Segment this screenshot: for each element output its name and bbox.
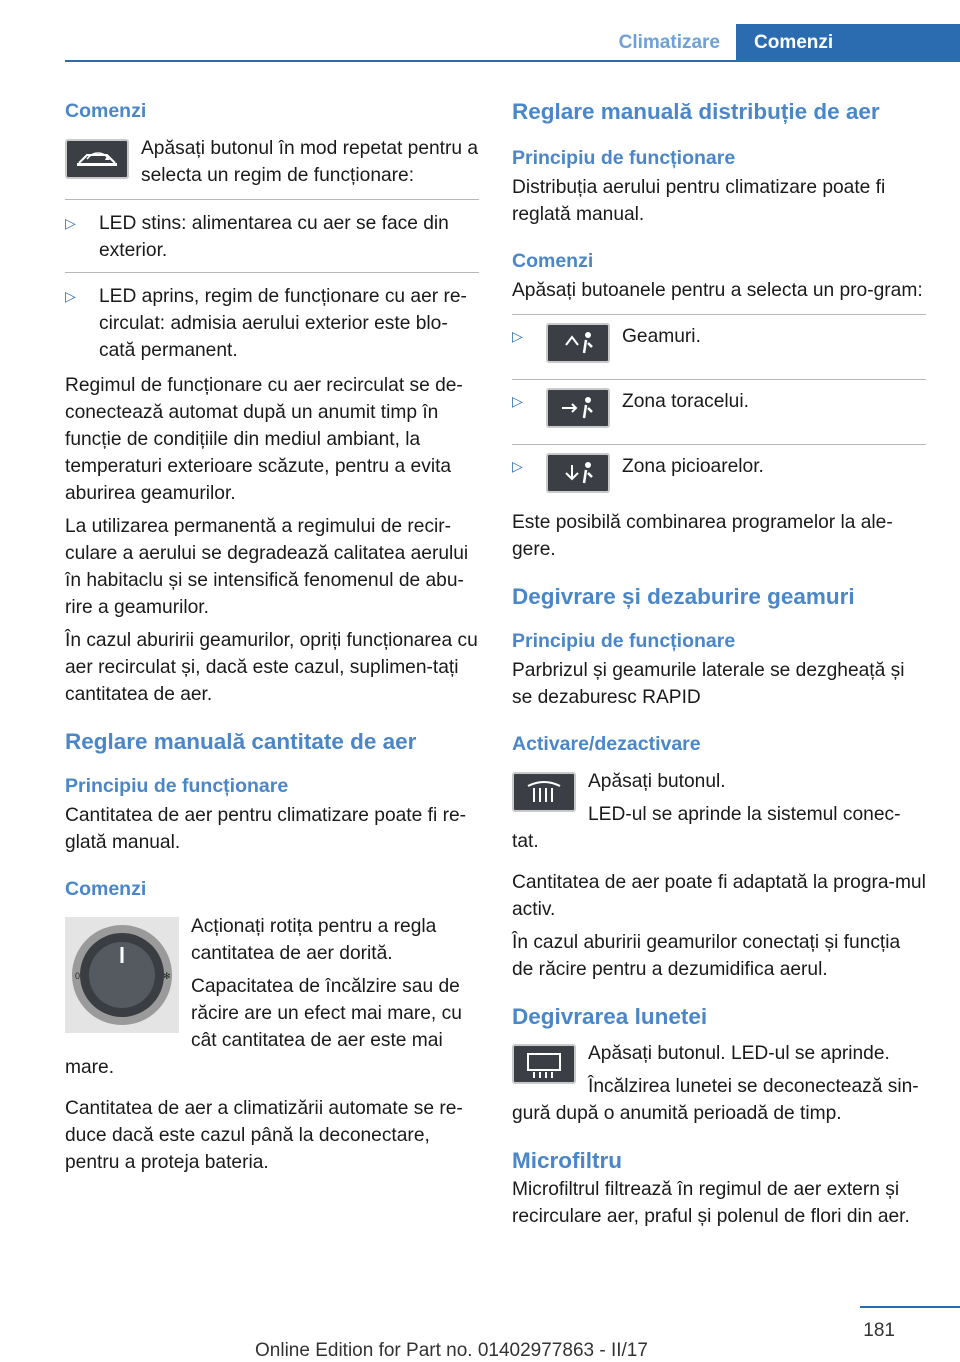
page-header (0, 0, 960, 62)
paragraph: Microfiltrul filtrează în regimul de aer extern și recirculare aer, praful și polenul de flori din aer. (512, 1179, 910, 1227)
program-item (512, 444, 926, 501)
heading-lunetei: Degivrarea lunetei (512, 1004, 708, 1029)
paragraph: LED-ul se aprinde la sistemul conec-tat. (512, 804, 901, 852)
tab-comenzi[interactable]: Comenzi (736, 24, 960, 62)
bullet-item (65, 199, 479, 264)
bullet-text: LED stins: alimentarea cu aer se face din exterior. (99, 213, 449, 261)
heading-comenzi: Comenzi (512, 250, 594, 272)
paragraph: Apăsați butonul. LED-ul se aprinde. (588, 1043, 890, 1064)
heading-principiu: Principiu de funcționare (512, 147, 736, 169)
paragraph: Cantitatea de aer pentru climatizare poate fi re-glată manual. (65, 805, 467, 853)
page-number: 181 (863, 1320, 895, 1341)
paragraph: La utilizarea permanentă a regimului de recir-culare a aerului se degradează calitatea aerului în habitaclu și se intensifică fenomenul de abu-rire a geamurilor. (65, 516, 469, 618)
paragraph: Regimul de funcționare cu aer recirculat se de-conectează automat după un anumit timp în funcție de condițiile din mediul ambiant, la temperaturi exterioare scăzute, pentru a evita aburirea geamurilor. (65, 375, 463, 504)
edition-text: Online Edition for Part no. 01402977863 - II/17 (255, 1340, 648, 1361)
footwell-button-icon (546, 453, 610, 493)
paragraph: Apăsați butoanele pentru a selecta un pro-gram: (512, 280, 923, 301)
paragraph: Apăsați butonul. (588, 771, 726, 792)
heading-distributie: Reglare manuală distribuție de aer (512, 99, 880, 124)
heading-principiu: Principiu de funcționare (65, 775, 289, 797)
svg-text:0: 0 (75, 971, 81, 981)
heading-microfiltru: Microfiltru (512, 1148, 622, 1173)
header-rule (65, 60, 960, 62)
paragraph: Distribuția aerului pentru climatizare poate fi reglată manual. (512, 177, 886, 225)
triangle-bullet-icon: ▷ (512, 458, 523, 474)
paragraph: Parbrizul și geamurile laterale se dezgheață și se dezaburesc RAPID (512, 660, 905, 708)
heading-degivrare: Degivrare și dezaburire geamuri (512, 584, 855, 609)
knob-block (65, 913, 479, 1081)
heading-principiu: Principiu de funcționare (512, 630, 736, 652)
heading-comenzi: Comenzi (65, 878, 147, 900)
defrost-button-icon (512, 772, 576, 812)
knob-text: Acționați rotița pentru a regla cantitatea de aer dorită. (191, 916, 437, 964)
triangle-bullet-icon: ▷ (512, 393, 523, 409)
paragraph: Cantitatea de aer poate fi adaptată la progra-mul activ. (512, 872, 926, 920)
bullet-item (65, 272, 479, 364)
rear-defrost-block (512, 1040, 926, 1127)
program-item (512, 314, 926, 371)
program-item (512, 379, 926, 436)
program-label: Geamuri. (622, 326, 701, 347)
heading-cantitate: Reglare manuală cantitate de aer (65, 729, 417, 754)
triangle-bullet-icon: ▷ (65, 215, 76, 231)
windshield-button-icon (546, 323, 610, 363)
program-label: Zona picioarelor. (622, 456, 764, 477)
page-footer (0, 1290, 960, 1362)
svg-text:✻: ✻ (163, 971, 171, 981)
knob-text: Capacitatea de încălzire sau de răcire are un efect mai mare, cu cât cantitatea de aer este mai mare. (65, 976, 462, 1078)
rear-defrost-button-icon (512, 1044, 576, 1084)
recirculation-block (65, 135, 479, 189)
airflow-knob-image (65, 917, 179, 1033)
bullet-text: LED aprins, regim de funcționare cu aer re-circulat: admisia aerului exterior este blo-cată permanent. (99, 286, 467, 361)
heading-activare: Activare/dezactivare (512, 733, 701, 755)
paragraph: În cazul aburirii geamurilor conectați și funcția de răcire pentru a dezumidifica aerul. (512, 932, 901, 980)
section-title[interactable]: Climatizare (618, 32, 720, 53)
heading-comenzi: Comenzi (65, 100, 147, 122)
chest-button-icon (546, 388, 610, 428)
right-column (512, 98, 926, 1230)
triangle-bullet-icon: ▷ (512, 328, 523, 344)
left-column (65, 98, 479, 1176)
paragraph: În cazul aburirii geamurilor, opriți funcționarea cu aer recirculat și, dacă este cazul, suplimen-tați cantitatea de aer. (65, 630, 478, 705)
triangle-bullet-icon: ▷ (65, 288, 76, 304)
paragraph: Încălzirea lunetei se deconectează sin-gură după o anumită perioadă de timp. (512, 1076, 919, 1124)
paragraph: Este posibilă combinarea programelor la ale-gere. (512, 512, 893, 560)
program-label: Zona toracelui. (622, 391, 749, 412)
comenzi-text: Apăsați butonul în mod repetat pentru a selecta un regim de funcționare: (141, 138, 479, 186)
recirculation-button-icon (65, 139, 129, 179)
paragraph: Cantitatea de aer a climatizării automate se re-duce dacă este cazul până la deconectare, pentru a proteja bateria. (65, 1098, 463, 1173)
footer-rule (860, 1306, 960, 1308)
defrost-block (512, 768, 926, 855)
